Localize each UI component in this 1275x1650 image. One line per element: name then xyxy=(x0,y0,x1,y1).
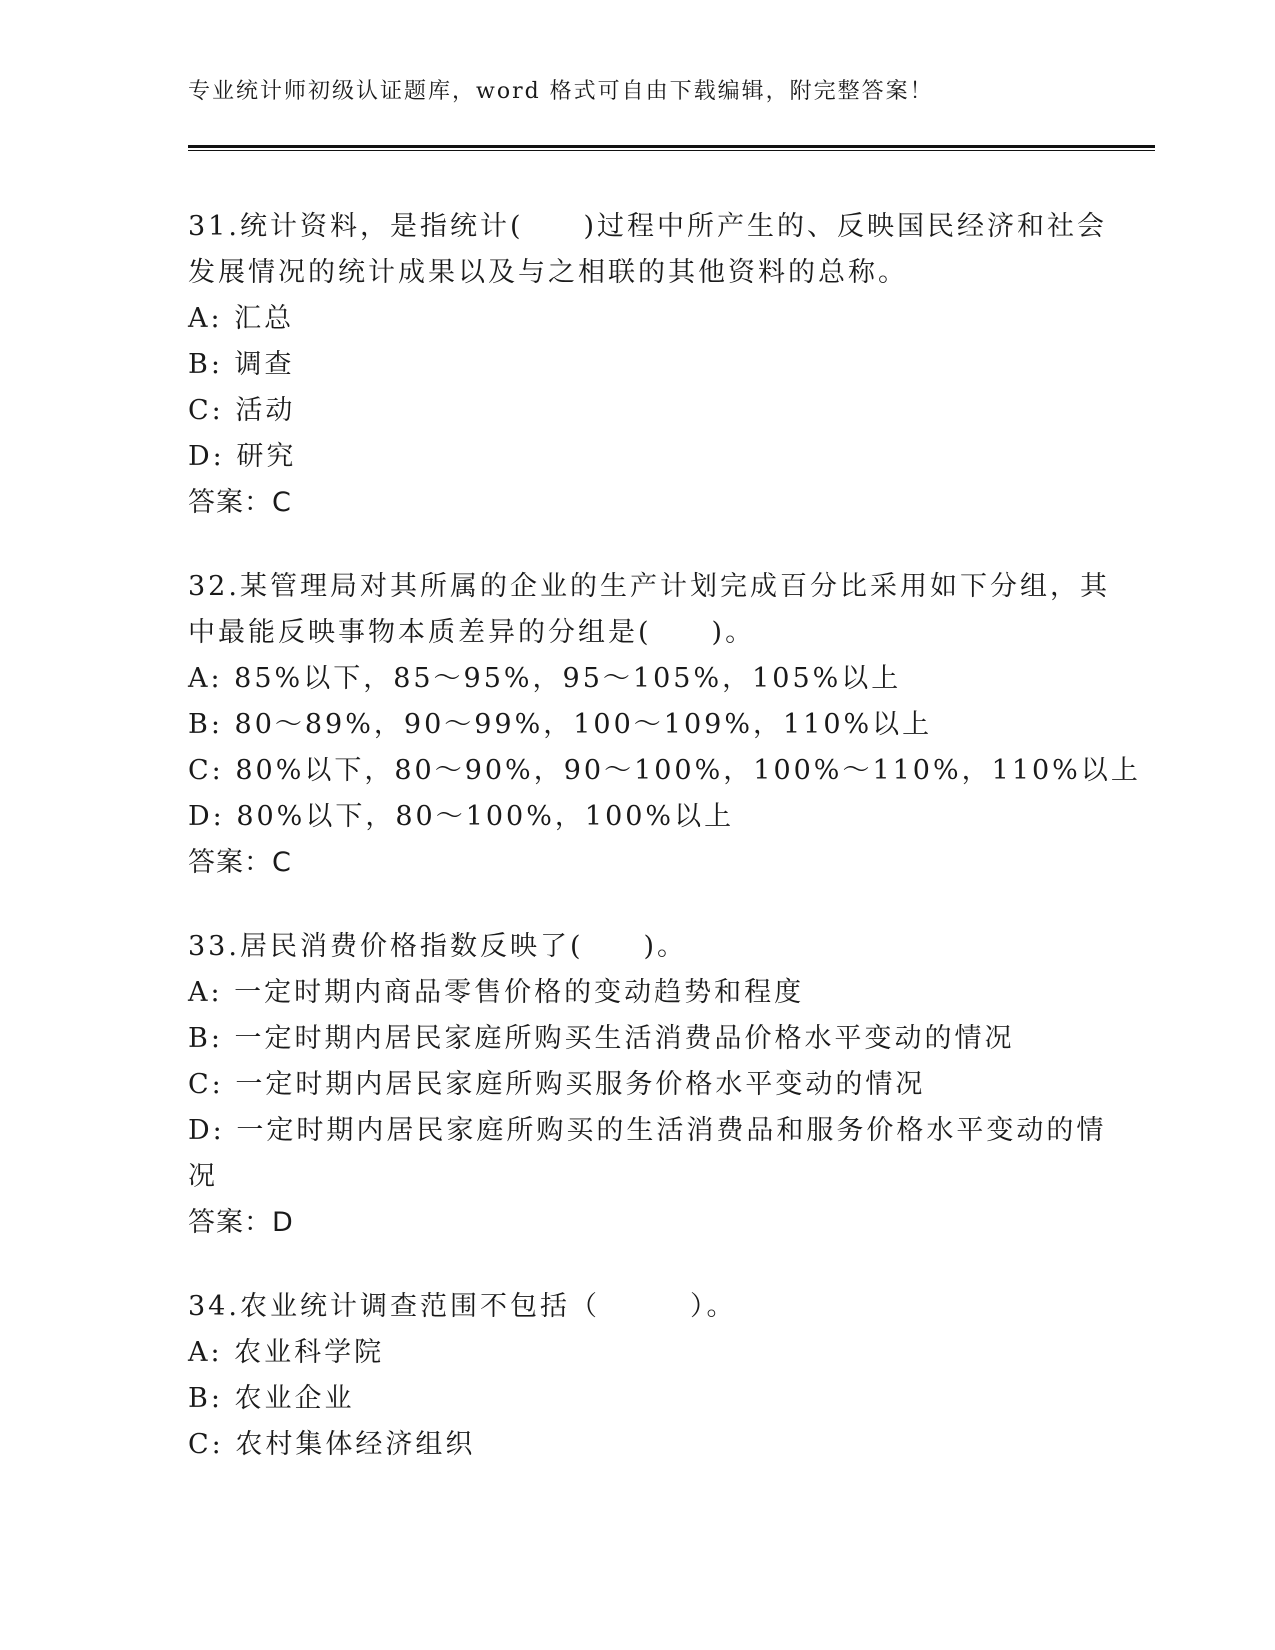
question-31 xyxy=(188,204,1108,526)
option-a: A: 一定时期内商品零售价格的变动趋势和程度 xyxy=(188,977,805,1008)
question-33 xyxy=(188,924,1107,1246)
question-stem: 中最能反映事物本质差异的分组是( )。 xyxy=(188,617,756,648)
option-a: A: 85%以下，85～95%，95～105%，105%以上 xyxy=(188,663,902,694)
answer: 答案：D xyxy=(188,1207,294,1238)
option-d: D: 一定时期内居民家庭所购买的生活消费品和服务价格水平变动的情 xyxy=(188,1115,1107,1146)
option-d: D: 研究 xyxy=(188,441,297,472)
answer: 答案：C xyxy=(188,487,292,518)
question-34 xyxy=(188,1284,1088,1468)
question-stem: 32.某管理局对其所属的企业的生产计划完成百分比采用如下分组，其 xyxy=(188,571,1110,602)
page-header: 专业统计师初级认证题库，word 格式可自由下载编辑，附完整答案！ xyxy=(188,79,934,104)
question-stem: 33.居民消费价格指数反映了( )。 xyxy=(188,931,688,962)
question-32 xyxy=(188,564,1141,886)
question-stem: 31.统计资料，是指统计( )过程中所产生的、反映国民经济和社会 xyxy=(188,211,1108,242)
option-b: B: 一定时期内居民家庭所购买生活消费品价格水平变动的情况 xyxy=(188,1023,1015,1054)
option-c: C: 活动 xyxy=(188,395,296,426)
option-d: D: 80%以下，80～100%，100%以上 xyxy=(188,801,735,832)
header-divider xyxy=(188,145,1155,148)
option-b: B: 农业企业 xyxy=(188,1383,355,1414)
option-b: B: 80～89%，90～99%，100～109%，110%以上 xyxy=(188,709,933,740)
option-c: C: 80%以下，80～90%，90～100%，100%～110%，110%以上 xyxy=(188,755,1141,786)
option-a: A: 汇总 xyxy=(188,303,295,334)
option-c: C: 农村集体经济组织 xyxy=(188,1429,476,1460)
option-a: A: 农业科学院 xyxy=(188,1337,385,1368)
option-d-continued: 况 xyxy=(188,1161,218,1192)
answer: 答案：C xyxy=(188,847,292,878)
question-stem: 发展情况的统计成果以及与之相联的其他资料的总称。 xyxy=(188,257,908,288)
option-b: B: 调查 xyxy=(188,349,295,380)
option-c: C: 一定时期内居民家庭所购买服务价格水平变动的情况 xyxy=(188,1069,926,1100)
question-list xyxy=(188,204,1141,1506)
header-divider-thin xyxy=(188,150,1155,151)
question-stem: 34.农业统计调查范围不包括（ ）。 xyxy=(188,1291,737,1322)
